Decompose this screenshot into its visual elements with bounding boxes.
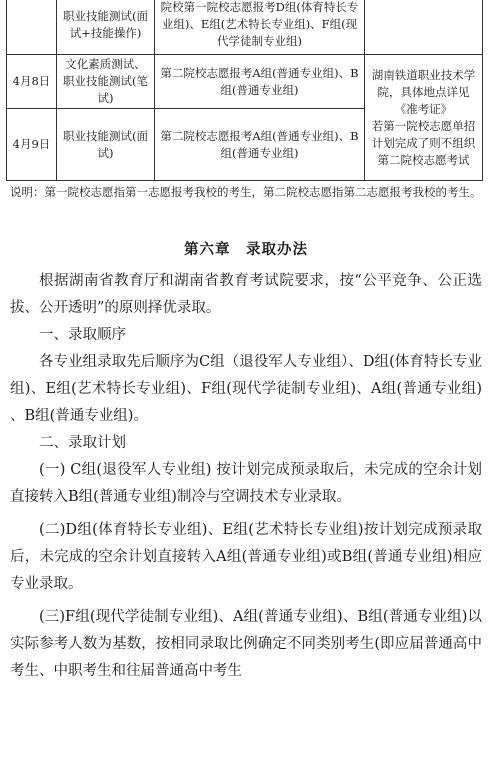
exam-schedule-table: [6, 0, 483, 181]
chapter-title: 第六章 录取办法: [184, 241, 308, 258]
plan-paragraph-1: (一) C组(退役军人专业组) 按计划完成预录取后，未完成的空余计划直接转入B组(普通专业组)制冷与空调技术专业录取。: [10, 462, 482, 505]
chapter-body: [10, 268, 482, 685]
table-note: 说明：第一院校志愿指第一志愿报考我校的考生，第二院校志愿指第二志愿报考我校的考生。: [10, 185, 482, 199]
groups-cell: 第二院校志愿报考A组(普通专业组)、B组(普通专业组): [155, 109, 365, 181]
table-row: [7, 0, 483, 55]
date-cell: [7, 0, 57, 55]
subject-cell: 职业技能测试(面试): [57, 109, 155, 181]
groups-cell: 第二院校志愿报考A组(普通专业组)、B组(普通专业组): [155, 55, 365, 109]
subject-cell: 文化素质测试、职业技能测试(笔试): [57, 55, 155, 109]
groups-cell: 院校第一院校志愿报考D组(体育特长专业组)、E组(艺术特长专业组)、F组(现代学徒制专业组): [155, 0, 365, 55]
remarks-cell: [365, 55, 483, 181]
section-heading: 二、录取计划: [39, 435, 126, 451]
plan-paragraph-2: (二)D组(体育特长专业组)、E组(艺术特长专业组)按计划完成预录取后，未完成的空余计划直接转入A组(普通专业组)或B组(普通专业组)相应专业录取。: [10, 522, 482, 592]
subject-cell: 职业技能测试(面试+技能操作): [57, 0, 155, 55]
date-cell: 4月8日: [7, 55, 57, 109]
second-choice-note: 若第一院校志愿单招计划完成了则不组织第二院校志愿考试: [371, 118, 476, 167]
section-heading: 一、录取顺序: [39, 327, 126, 343]
table-row: [7, 55, 483, 109]
location-note-cell: [365, 0, 483, 55]
date-cell: 4月9日: [7, 109, 57, 181]
location-note: 湖南铁道职业技术学院，具体地点详见《准考证》: [371, 67, 476, 116]
plan-paragraph-3: (三)F组(现代学徒制专业组)、A组(普通专业组)、B组(普通专业组)以实际参考人数为基数，按相同录取比例确定不同类别考生(即应届普通高中考生、中职考生和往届普通高中考生: [10, 609, 482, 679]
intro-paragraph: 根据湖南省教育厅和湖南省教育考试院要求，按“公平竞争、公正选拔、公开透明”的原则择优录取。: [10, 273, 482, 316]
order-paragraph: 各专业组录取先后顺序为C组（退役军人专业组）、D组(体育特长专业组)、E组(艺术特长专业组)、F组(现代学徒制专业组)、A组(普通专业组) 、B组(普通专业组)。: [10, 354, 482, 424]
